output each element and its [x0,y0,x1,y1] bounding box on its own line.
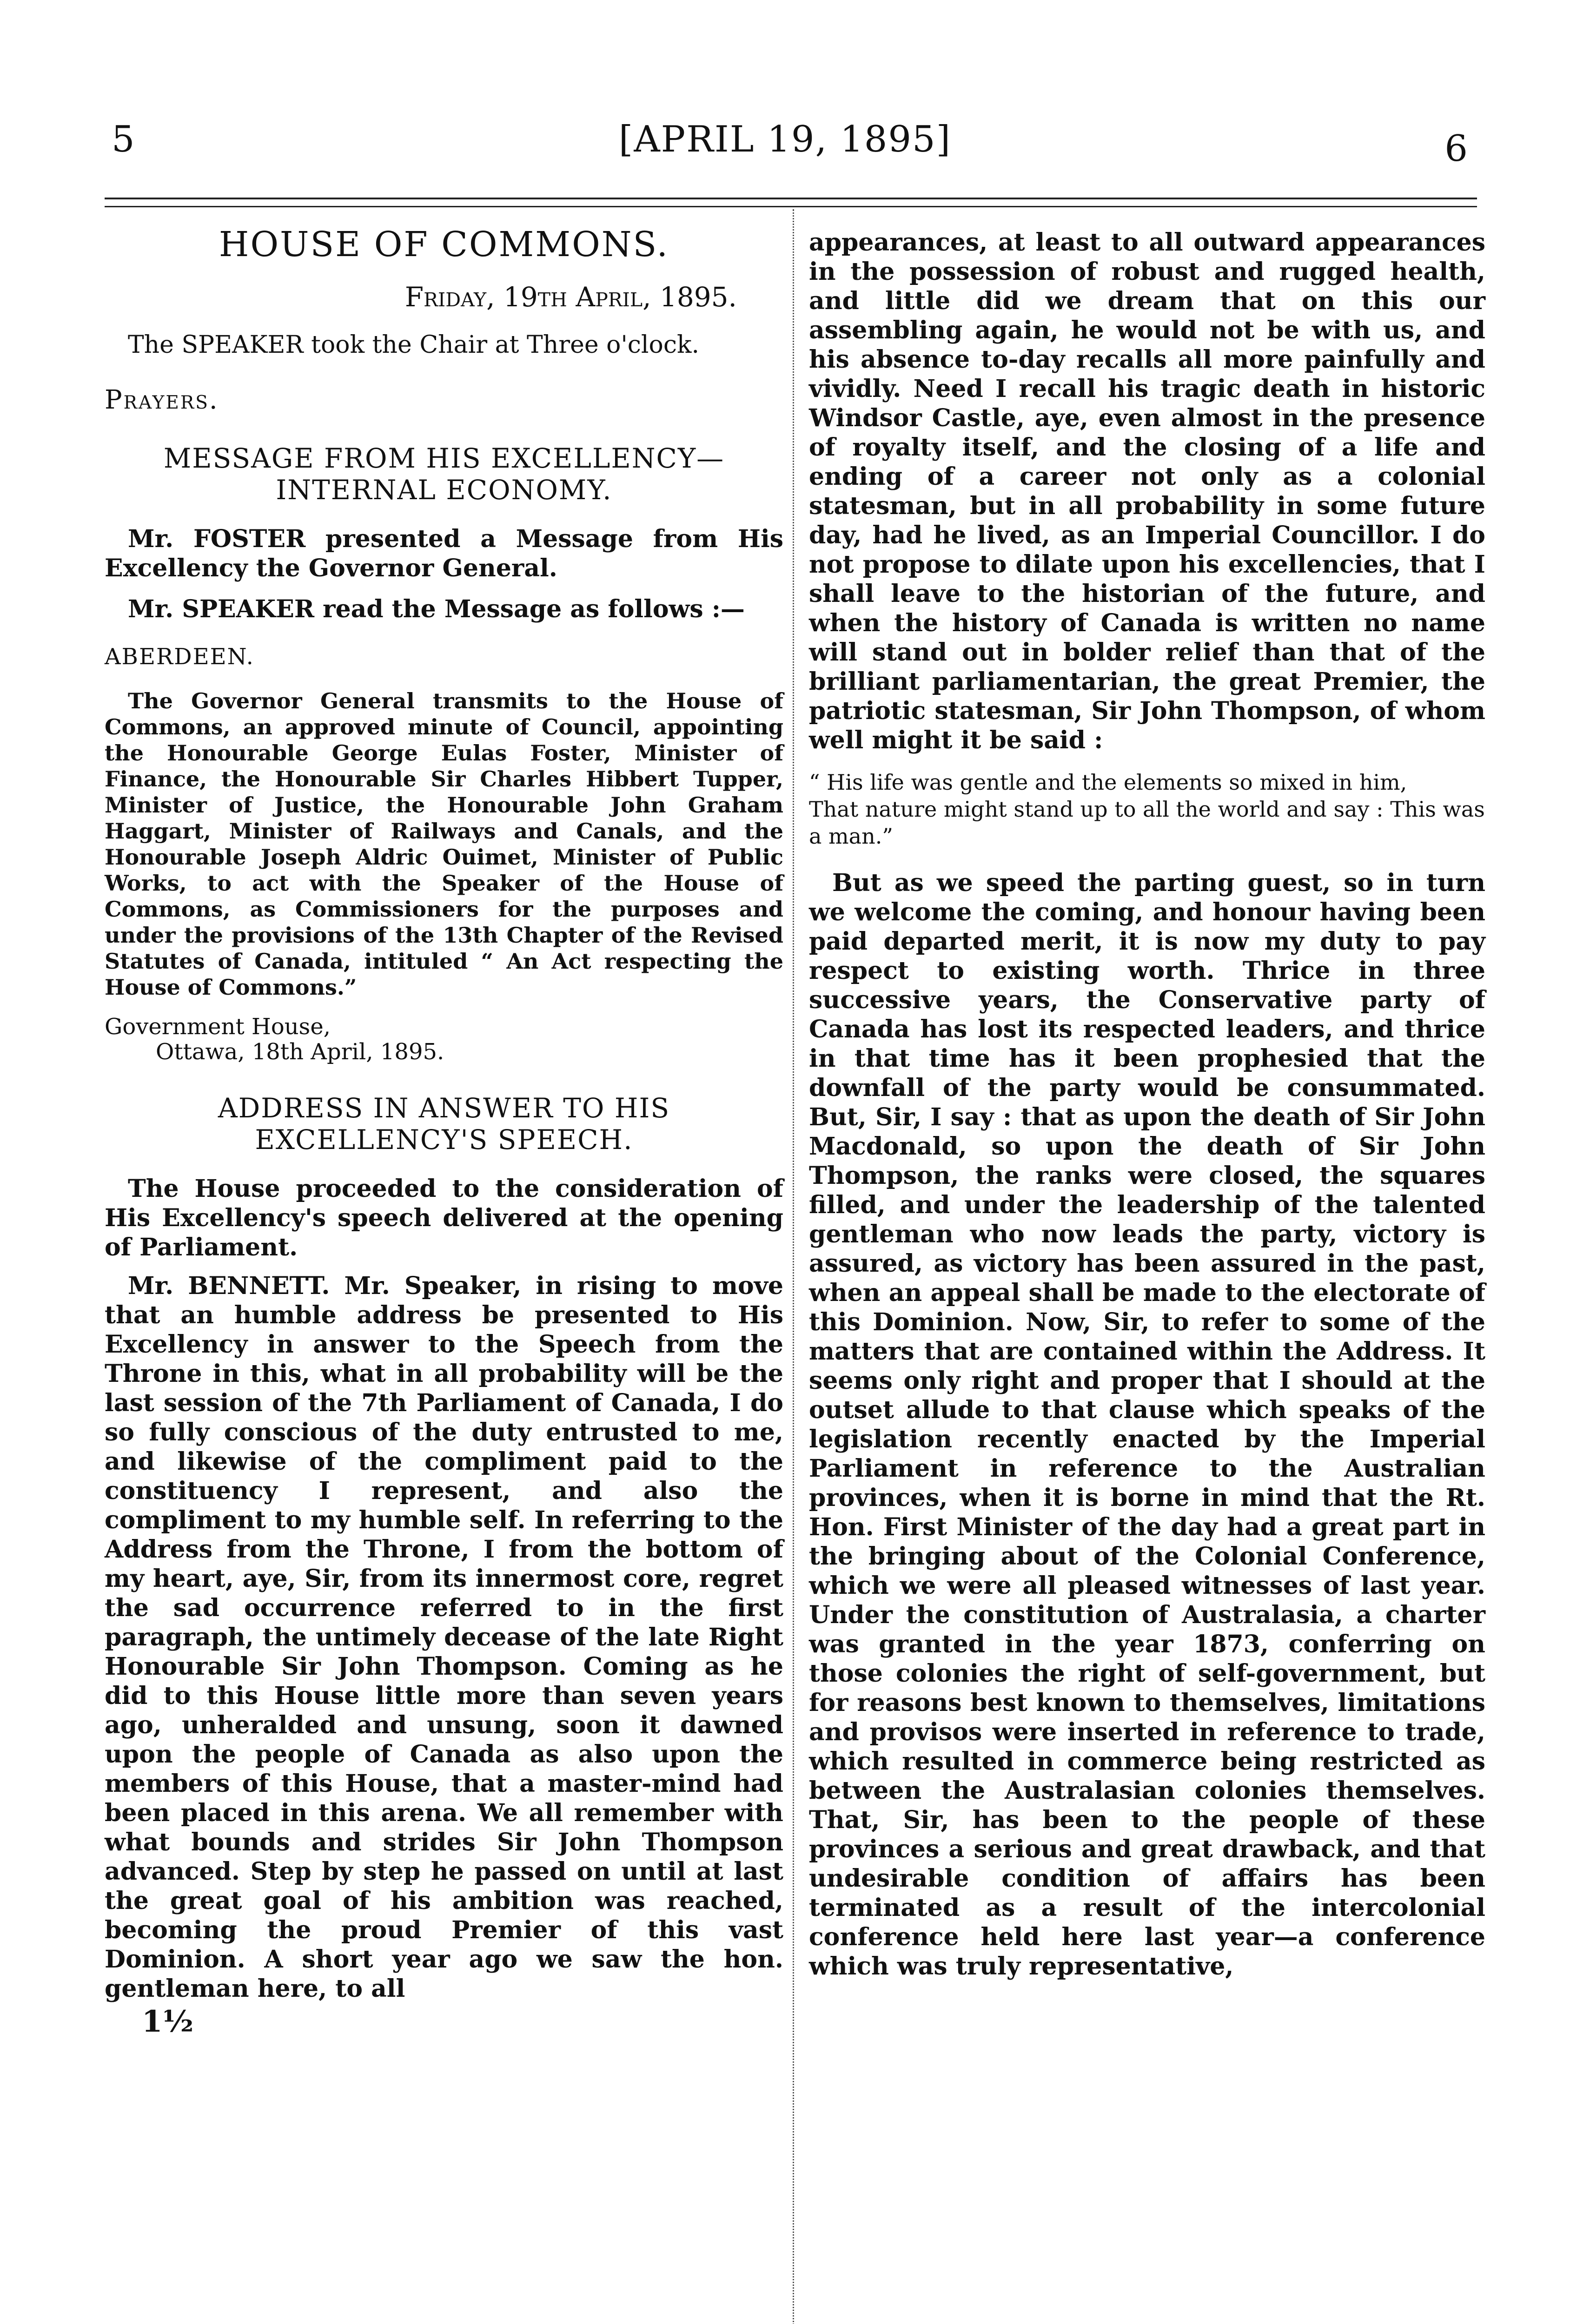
right-paragraph-2: But as we speed the parting guest, so in turn we welcome the coming, and honour having been paid departed merit, it is now my duty to pay respect to existing worth. Thrice in three successive years, the Conservative party of Canada has lost its respected leaders, and thrice in that time has it been prophesied that the downfall of the party would be consummated. But, Sir, I say : that as upon the death of Sir John Macdonald, so upon the death of Sir John Thompson, the ranks were closed, the squares filled, and under the leadership of the talented gentleman who now leads the party, victory is assured, as victory has been assured in the past, when an appeal shall be made to the electorate of this Dominion. Now, Sir, to refer to some of the matters that are contained within the Address. It seems only right and proper that I should at the outset allude to that clause which speaks of the legislation recently enacted by the Imperial Parliament in reference to the Australian provinces, when it is borne in mind that the Rt. Hon. First Minister of the day had a great part in the bringing about of the Colonial Conference, which we were all pleased witnesses of last year. Under the constitution of Australasia, a charter was granted in the year 1873, conferring on those colonies the right of self-government, but for reasons best known to themselves, limitations and provisos were inserted in reference to trade, which resulted in commerce being restricted as between the Australasian colonies themselves. That, Sir, has been to the people of these provinces a serious and great drawback, and that undesirable condition of affairs has been terminated as a result of the intercolonial conference held here last year—a conference which was truly representative, [809,869,1485,1981]
column-divider [793,209,794,2324]
header-rule-bottom [105,206,1477,207]
government-house: Government House, [105,1014,331,1040]
prayers-label: Prayers. [105,385,219,415]
right-column [809,218,1485,1981]
message-heading: MESSAGE FROM HIS EXCELLENCY— INTERNAL ECONOMY. [163,442,725,506]
left-page-number: 5 [112,119,135,160]
house-title: HOUSE OF COMMONS. [219,224,669,264]
verse-quote [809,769,1485,850]
header-rule-top [105,198,1477,199]
proceeded-paragraph: The House proceeded to the consideration of His Excellency's speech delivered at the opening of Parliament. [105,1175,783,1261]
page-date: [APRIL 19, 1895] [618,119,952,160]
aberdeen-signature: ABERDEEN. [105,644,254,670]
address-heading: ADDRESS IN ANSWER TO HIS EXCELLENCY'S SPEECH. [218,1092,670,1155]
government-house-dateline [105,1014,783,1064]
bennett-paragraph: Mr. BENNETT. Mr. Speaker, in rising to move that an humble address be presented to His Excellency in answer to the Speech from the Throne in this, what in all probability will be the last session of the 7th Parliament of Canada, I do so fully conscious of the duty entrusted to me, and likewise of the compliment paid to the constituency I represent, and also the compliment to my humble self. In referring to the Address from the Throne, I from the bottom of my heart, aye, Sir, from its innermost core, regret the sad occurrence referred to in the first paragraph, the untimely decease of the late Right Honourable Sir John Thompson. Coming as he did to this House little more than seven years ago, unheralded and unsung, soon it dawned upon the people of Canada as also upon the members of this House, that a master-mind had been placed in this arena. We all remember with what bounds and strides Sir John Thompson advanced. Step by step he passed on until at last the great goal of his ambition was reached, becoming the proud Premier of this vast Dominion. A short year ago we saw the hon. gentleman here, to all [105,1272,783,2003]
page-header [93,119,1477,170]
sitting-date: Friday, 19th April, 1895. [404,281,737,313]
ottawa-date: Ottawa, 18th April, 1895. [156,1039,444,1065]
chair-paragraph: The SPEAKER took the Chair at Three o'clock. [128,331,699,359]
governor-message: The Governor General transmits to the House of Commons, an approved minute of Council, appointing the Honourable George Eulas Foster, Minister of Finance, the Honourable Sir Charles Hibbert Tupper, Minister of Justice, the Honourable John Graham Haggart, Minister of Railways and Canals, and the Honourable Joseph Aldric Ouimet, Minister of Public Works, to act with the Speaker of the House of Commons, as Commissioners for the purposes and under the provisions of the 13th Chapter of the Revised Statutes of Canada, intituled “ An Act respecting the House of Commons.” [105,688,783,1000]
left-column [105,218,783,2039]
signature-mark: 1½ [142,2004,194,2039]
quote-line-2: That nature might stand up to all the world and say : This was a man.” [809,797,1485,849]
foster-paragraph: Mr. FOSTER presented a Message from His Excellency the Governor General. [105,525,783,582]
quote-line-1: “ His life was gentle and the elements so mixed in him, [809,770,1407,795]
right-page-number: 6 [1444,128,1468,170]
speaker-read-paragraph: Mr. SPEAKER read the Message as follows :— [128,595,745,623]
right-paragraph-1: appearances, at least to all outward appearances in the possession of robust and rugged health, and little did we dream that on this our assembling again, he would not be with us, and his absence to-day recalls all more painfully and vividly. Need I recall his tragic death in historic Windsor Castle, aye, even almost in the presence of royalty itself, and the closing of a life and ending of a career not only as a colonial statesman, but in all probability in some future day, had he lived, as an Imperial Councillor. I do not propose to dilate upon his excellencies, that I shall leave to the historian of the future, and when the history of Canada is written no name will stand out in bolder relief than that of the brilliant parliamentarian, the great Premier, the patriotic statesman, Sir John Thompson, of whom well might it be said : [809,228,1485,754]
